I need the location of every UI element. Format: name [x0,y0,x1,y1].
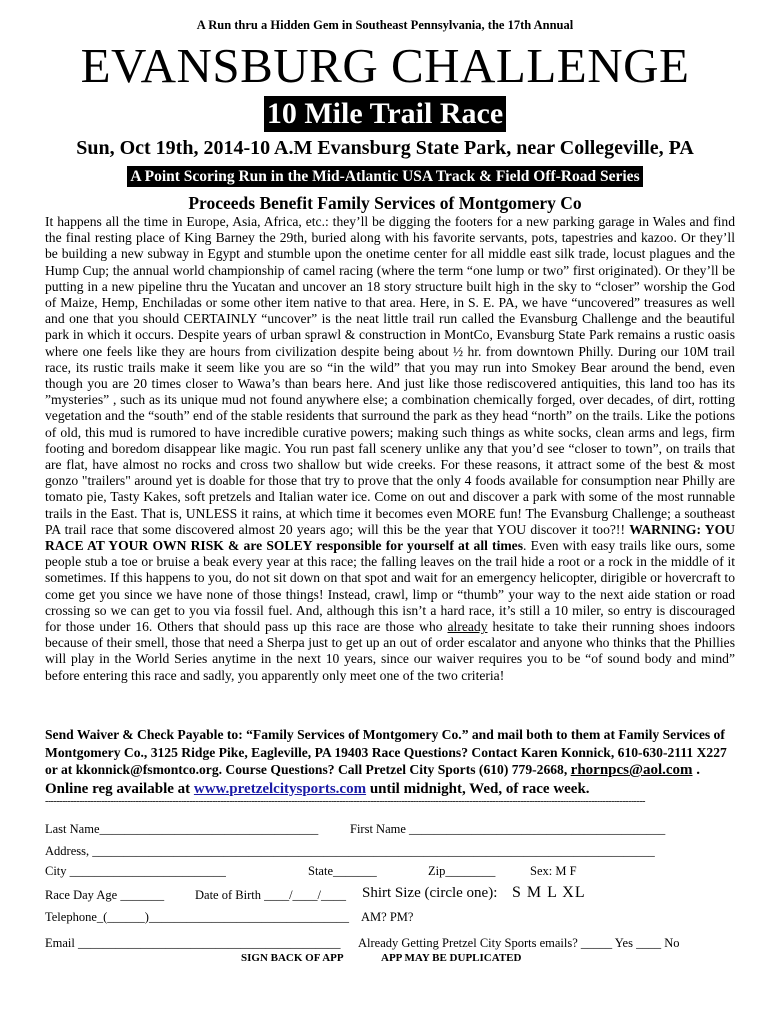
race-subtitle: 10 Mile Trail Race [264,96,506,132]
cut-line: -------------------------------------------------------------------------------------------------------------------------------------------------------------------------------------------------------------------- [45,797,645,807]
website-link[interactable]: www.pretzelcitysports.com [193,780,367,797]
sign-back-note: SIGN BACK OF APP [241,952,344,964]
duplicated-note: APP MAY BE DUPLICATED [381,952,522,964]
already-text: already [447,619,488,635]
email-field[interactable]: Email __________________________________________ [45,936,341,950]
warning-text: WARNING: YOU RACE AT YOUR OWN RISK & are SOLEY responsible for yourself at all times [45,521,735,554]
description-end: hesitate to take their running shoes indoors because of their smell, those that need a Sherpa just to get up an out of order escalator and anyone who thinks that the Phillies will play in the World Series anytime in the next 10 years, since our waiver requires you to be “of sound body and mind” before entering this race and sadly, you apparently only meet one of the two criteria! [45,619,735,683]
last-name-field[interactable]: Last Name___________________________________ [45,822,319,836]
address-field[interactable]: Address, __________________________________________________________________________________________ [45,844,655,858]
am-pm-field[interactable]: AM? PM? [361,910,414,924]
description-paragraph: It happens all the time in Europe, Asia, Africa, etc.: they’ll be digging the footers for a new parking garage in Wales and find the final resting place of King Barney the 29th, buried along with his favorite servants, pots, tapestries and kazoo. Or they’ll be building a new subway in Egypt and stumble upon the onetime center for all middle east silk trade, locust plagues and the Hump Cup; the annual world championship of camel racing (where the term “one lump or two” first originated). Or they’ll be putting in a new pipeline thru the Yucatan and uncover an 18 story structure built high in the sky to “closer” worship the God of Maize, Hemp, Enchiladas or some other item native to that area. Here, in S. E. PA, we have “uncovered” treasures as well and one that you should CERTAINLY “uncover” is the neat little trail run called the Evansburg Challenge and the beautiful park in which it occurs. Despite years of urban sprawl & construction in MontCo, Evansburg State Park remains a rustic oasis where one feels like they are hours from civilization despite being about ½ hr. from downtown Philly. During our 10M trail race, its rustic trails make it seem like you are so “in the wild” that you may run into Smokey Bear around the bend, even though you are 20 times closer to Wawa’s than bears here. And just like those rediscovered antiquities, this land too has its ”mysteries” , such as its unique mud not found anywhere else; a combination chemically forged, over decades, of dirt, rotting vegetation and the “south” end of the stable residents that surround the park as they head “north” on the trails. Like the potions of old, this mud is rumored to have incredible curative powers; making such things as white socks, clean arms and legs, firm footing and boredom disappear like magic. You run past fall scenery unlike any that you’d see “closer to town”, on trails that are flat, have almost no rocks and cross two shallow but wide creeks. For these reasons, it attract some of the best & most gonzo "trailers" around yet is doable for those that try to prove that the only 4 foods available for consumption near Philly are tomato pie, Tasty Kakes, soft pretzels and Italian water ice. Come on out and discover a park with some of the most runnable trails in the East. That is, UNLESS it rains, at which time it becomes even MORE fun! The Evansburg Challenge; a southeast PA trail race that some discovered almost 20 years ago; will this be the year that YOU discover it too?!! [45,214,735,537]
benefit-line: Proceeds Benefit Family Services of Montgomery Co [188,193,582,213]
series-text: A Point Scoring Run in the Mid-Atlantic USA Track & Field Off-Road Series [127,166,642,187]
mail-text: Send Waiver & Check Payable to: “Family Services of Montgomery Co.” and mail both to them at Family Services of Montgomery Co., 3125 Ridge Pike, Eagleville, PA 19403 Race Questions? Contact Karen Konnick, 610-630-2111 X227 or at kkonnick@fsmontco.org. Course Questions? Call Pretzel City Sports (610) 779-2668, [45,727,727,777]
date-location: Sun, Oct 19th, 2014-10 A.M Evansburg State Park, near Collegeville, PA [76,137,694,159]
series-banner [0,166,770,187]
race-description [45,214,735,684]
subtitle-banner [0,96,770,132]
description-continued: . Even with easy trails like ours, some people stub a toe or bruise a beak every year at this race; the falling leaves on the trail hide a root or a rock in the middle of it sometimes. If this happens to you, do not sit down on that spot and wait for an emergency helicopter, dirigible or hovercraft to come get you since we have none of those things! Instead, crawl, limp or “thumb” your way to the next aide station or road crossing so we can get to you via fossil fuel. And, although this isn’t a hard race, it’s still a 10 miler, so entry is discouraged for those under 16. Others that should pass up this race are those who [45,538,735,635]
event-title: EVANSBURG CHALLENGE [80,38,690,93]
sex-field[interactable]: Sex: M F [530,864,577,878]
first-name-field[interactable]: First Name _________________________________________ [350,822,666,836]
telephone-field[interactable]: Telephone_(______)________________________________ [45,910,349,924]
pretzel-emails-field[interactable]: Already Getting Pretzel City Sports emails? _____ Yes ____ No [358,936,680,950]
state-field[interactable]: State_______ [308,864,377,878]
city-field[interactable]: City _________________________ [45,864,226,878]
online-reg-text: . Online reg available at [45,762,701,797]
shirt-size-label: Shirt Size (circle one): [362,885,498,901]
race-day-age-field[interactable]: Race Day Age _______ [45,888,165,902]
deadline-text: until midnight, Wed, of race week. [366,780,590,797]
date-of-birth-field[interactable]: Date of Birth ____/____/____ [195,888,347,902]
contact-email[interactable]: rhornpcs@aol.com [570,762,693,778]
shirt-size-options[interactable]: S M L XL [512,884,586,901]
zip-field[interactable]: Zip________ [428,864,496,878]
mail-instructions [45,726,735,798]
tagline: A Run thru a Hidden Gem in Southeast Pennsylvania, the 17th Annual [196,18,574,32]
